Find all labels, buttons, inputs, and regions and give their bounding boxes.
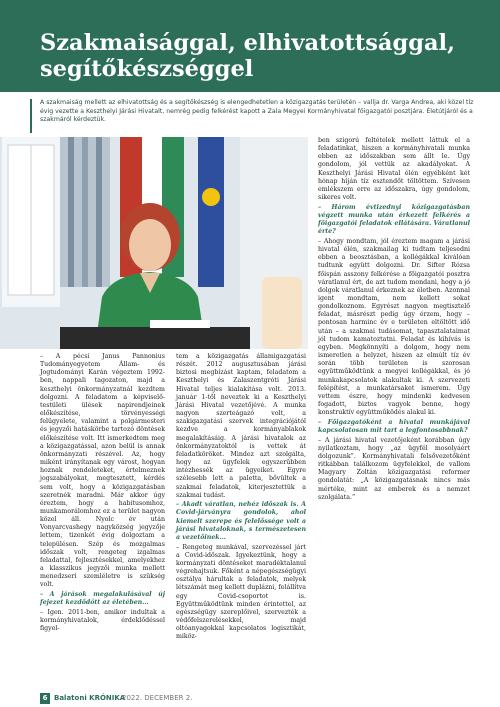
- paragraph: – Rengeteg munkával, szervezéssel járt a Covid-időszak. Igyekeztünk, hogy a kormányzati döntéseket maradéktalanul végrehajtsuk. Főként a népegészségügyi osztálya hárultak a feladatok, melyek létszámát meg kellett duplázni, felállítva egy Covid-csoportot is. Együttműködtünk minden érintettel, az egészségügy szereplőivel, szervezték a védőfelszerelésekkel, majd oltóanyagokkal kapcsolatos logisztikát, miköz-: [176, 543, 306, 641]
- article-lead: A szakmaiság mellett az elhivatottság és a segítőkészség is elengedhetetlen a közigazgatás területén – vallja dr. Varga Andrea, aki közel tíz évig vezette a Keszthelyi Járási Hivatalt, nemrég pedig felkérést kapott a Zala Megyei Kormányhivatal főigazgatói posztjára. Életútjáról és a szakmáról kérdeztük.: [30, 99, 475, 133]
- article-title: Szakmaisággal, elhivatottsággal, segítőkészséggel: [40, 30, 455, 82]
- article-header: [0, 0, 500, 92]
- question: – Akadt váratlan, nehéz időszak is. A Covid-járványra gondolok, ahol kiemelt szerepe és felelőssége volt a járási hivataloknak, s természetesen a vezetőinek…: [176, 501, 306, 541]
- paragraph: tem a közigazgatás államigazgatási részét. 2012 augusztusában járási biztosi megbízást kaptam, feladatom a Keszthelyi és Zalaszentgróti Járási Hivatal teljes kialakítása volt. 2013. január 1-től neveztek ki a Keszthelyi Járási Hivatal vezetőjévé. A munka nagyon szerteágazó volt, a szakigazgatási szervek integrációjától kezdve a kormányablakok megalakításáig. A járási hivatalok az önkormányzatoktól is vettek át feladatköröket. Mindez azt szolgálta, hogy az ügyfelek egyszerűbben intézhessék az ügyeiket. Egyre szélesebb lett a paletta, bővültek a szakmai feladatok, kiterjesztettük a szakmai tudást.: [176, 353, 306, 499]
- page-number: 6: [40, 693, 50, 704]
- paragraph: – Igen. 2011-ben, amikor indultak a kormányhivatalok, érdeklődéssel figyel-: [40, 608, 165, 633]
- question: – Három évtizednyi közigazgatásban végzett munka után érkezett felkérés a főigazgatói feladatok ellátására. Váratlanul érte?: [318, 203, 470, 236]
- column-3: [318, 137, 470, 689]
- paragraph: – A pécsi Janus Pannonius Tudományegyetem Állam- és Jogtudományi Karán végeztem 1992-ben, nappali tagozaton, majd a keszthelyi önkormányzatnál kezdtem dolgozni. A feladatom a képviselő-testületi ülések napirendjeinek előkészítése, törvényességi felügyelete, valamint a polgármesteri és jegyzői hatáskörbe tartozó döntések előkészítése volt. Itt ismerkedtem meg a közigazgatással, azon belül is annak önkormányzati részével. Az, hogy miként irányítanak egy várost, hogyan hoznak rendeleteket, értelmeznek jogszabályokat, megtesztett, kérdés sem volt, hogy a közigazgatásban szeretnék maradni. Már akkor úgy éreztem, hogy a habitusomhoz, munkamorálomhoz ez a terület nagyon közel áll. Nyolc év után Vonyarcvashegy nagyközség jegyzője lettem, tizenkét évig dolgoztam a településen. Szép és mozgalmas időszak volt, rengeteg izgalmas feladattal, fejlesztésekkel, amelyekhez a klasszikus jegyzői munka mellett menedzseri szemléletre is szükség volt.: [40, 353, 165, 589]
- question: – Főigazgatóként a hivatal munkájával kapcsolatosan mit tart a legfontosabbnak?: [318, 418, 470, 434]
- paragraph: – A járási hivatal vezetőjeként korábban úgy nyilatkoztam, hogy „az ügyfél mosolyáért dolgozunk”. Kormányhivatali felsővezetőként ritkábban találkozom ügyfelekkel, de vallom Magyary Zoltán közigazgatási reformer gondolatát: „A közigazgatásnak nincs más mértéke, mint az emberek és a nemzet szolgálata.”: [318, 436, 470, 501]
- column-2: [176, 353, 306, 689]
- question: – A járások megalakulásával új fejezet kezdődött az életében…: [40, 591, 165, 607]
- paragraph: – Ahogy mondtam, jól éreztem magam a járási hivatal élén, szakmailag ki tudtam teljesedni ebben a beosztásban, a kollégákkal kiválóan tudtunk együtt dolgozni. Dr. Sifter Rózsa főispán asszony felkérése a főigazgatói posztra váratlanul ért, de azt tudom mondani, hogy a jó dolgok váratlanul érkeznek az életben. Azonnal igent mondtam, nem kellett sokat gondolkoznom. Egyrészt nagyon megtisztelő feladat, másrészt pedig úgy érzem, hogy – pontosan harminc év e területen eltöltött idő után – a szakmai tudásomat, tapasztalataimat jól tudom kamatoztatni. Feladat és kihívás is egyben. Megkönnyíti a dolgom, hogy nem ismeretlen a helyzet, hiszen az elmúlt tíz év során több területen is szorosan együttműködtünk a megyei kollégákkal, és jó munkakapcsolatok alakultak ki. A szervezeti felépítést, a munkatársaket ismerem. Úgy vettem észre, hogy mindenki kedvesen fogadott, biztos vagyok benne, hogy konstruktív együttműködés alakul ki.: [318, 237, 470, 417]
- portrait-photo: [0, 137, 308, 349]
- column-1: [40, 353, 165, 689]
- portrait-illustration: [0, 137, 308, 349]
- paragraph: ben szigorú feltételek mellett láttuk el a feladatinkat, hiszen a kormányhivatali munka ebben az időszakban sem állt le. Úgy gondolom, jól vettük az akadályokat. A Keszthelyi Járási Hivatal élén egyébként két hónap híján tíz esztendőt töltöttem. Szívesen emlékszem erre az időszakra, úgy gondolom, sikeres volt.: [318, 137, 470, 202]
- issue-date: 2022. DECEMBER 2.: [122, 694, 193, 702]
- page-footer: [0, 690, 500, 707]
- publication-logo: Balatoni KRÓNIKA: [54, 694, 126, 702]
